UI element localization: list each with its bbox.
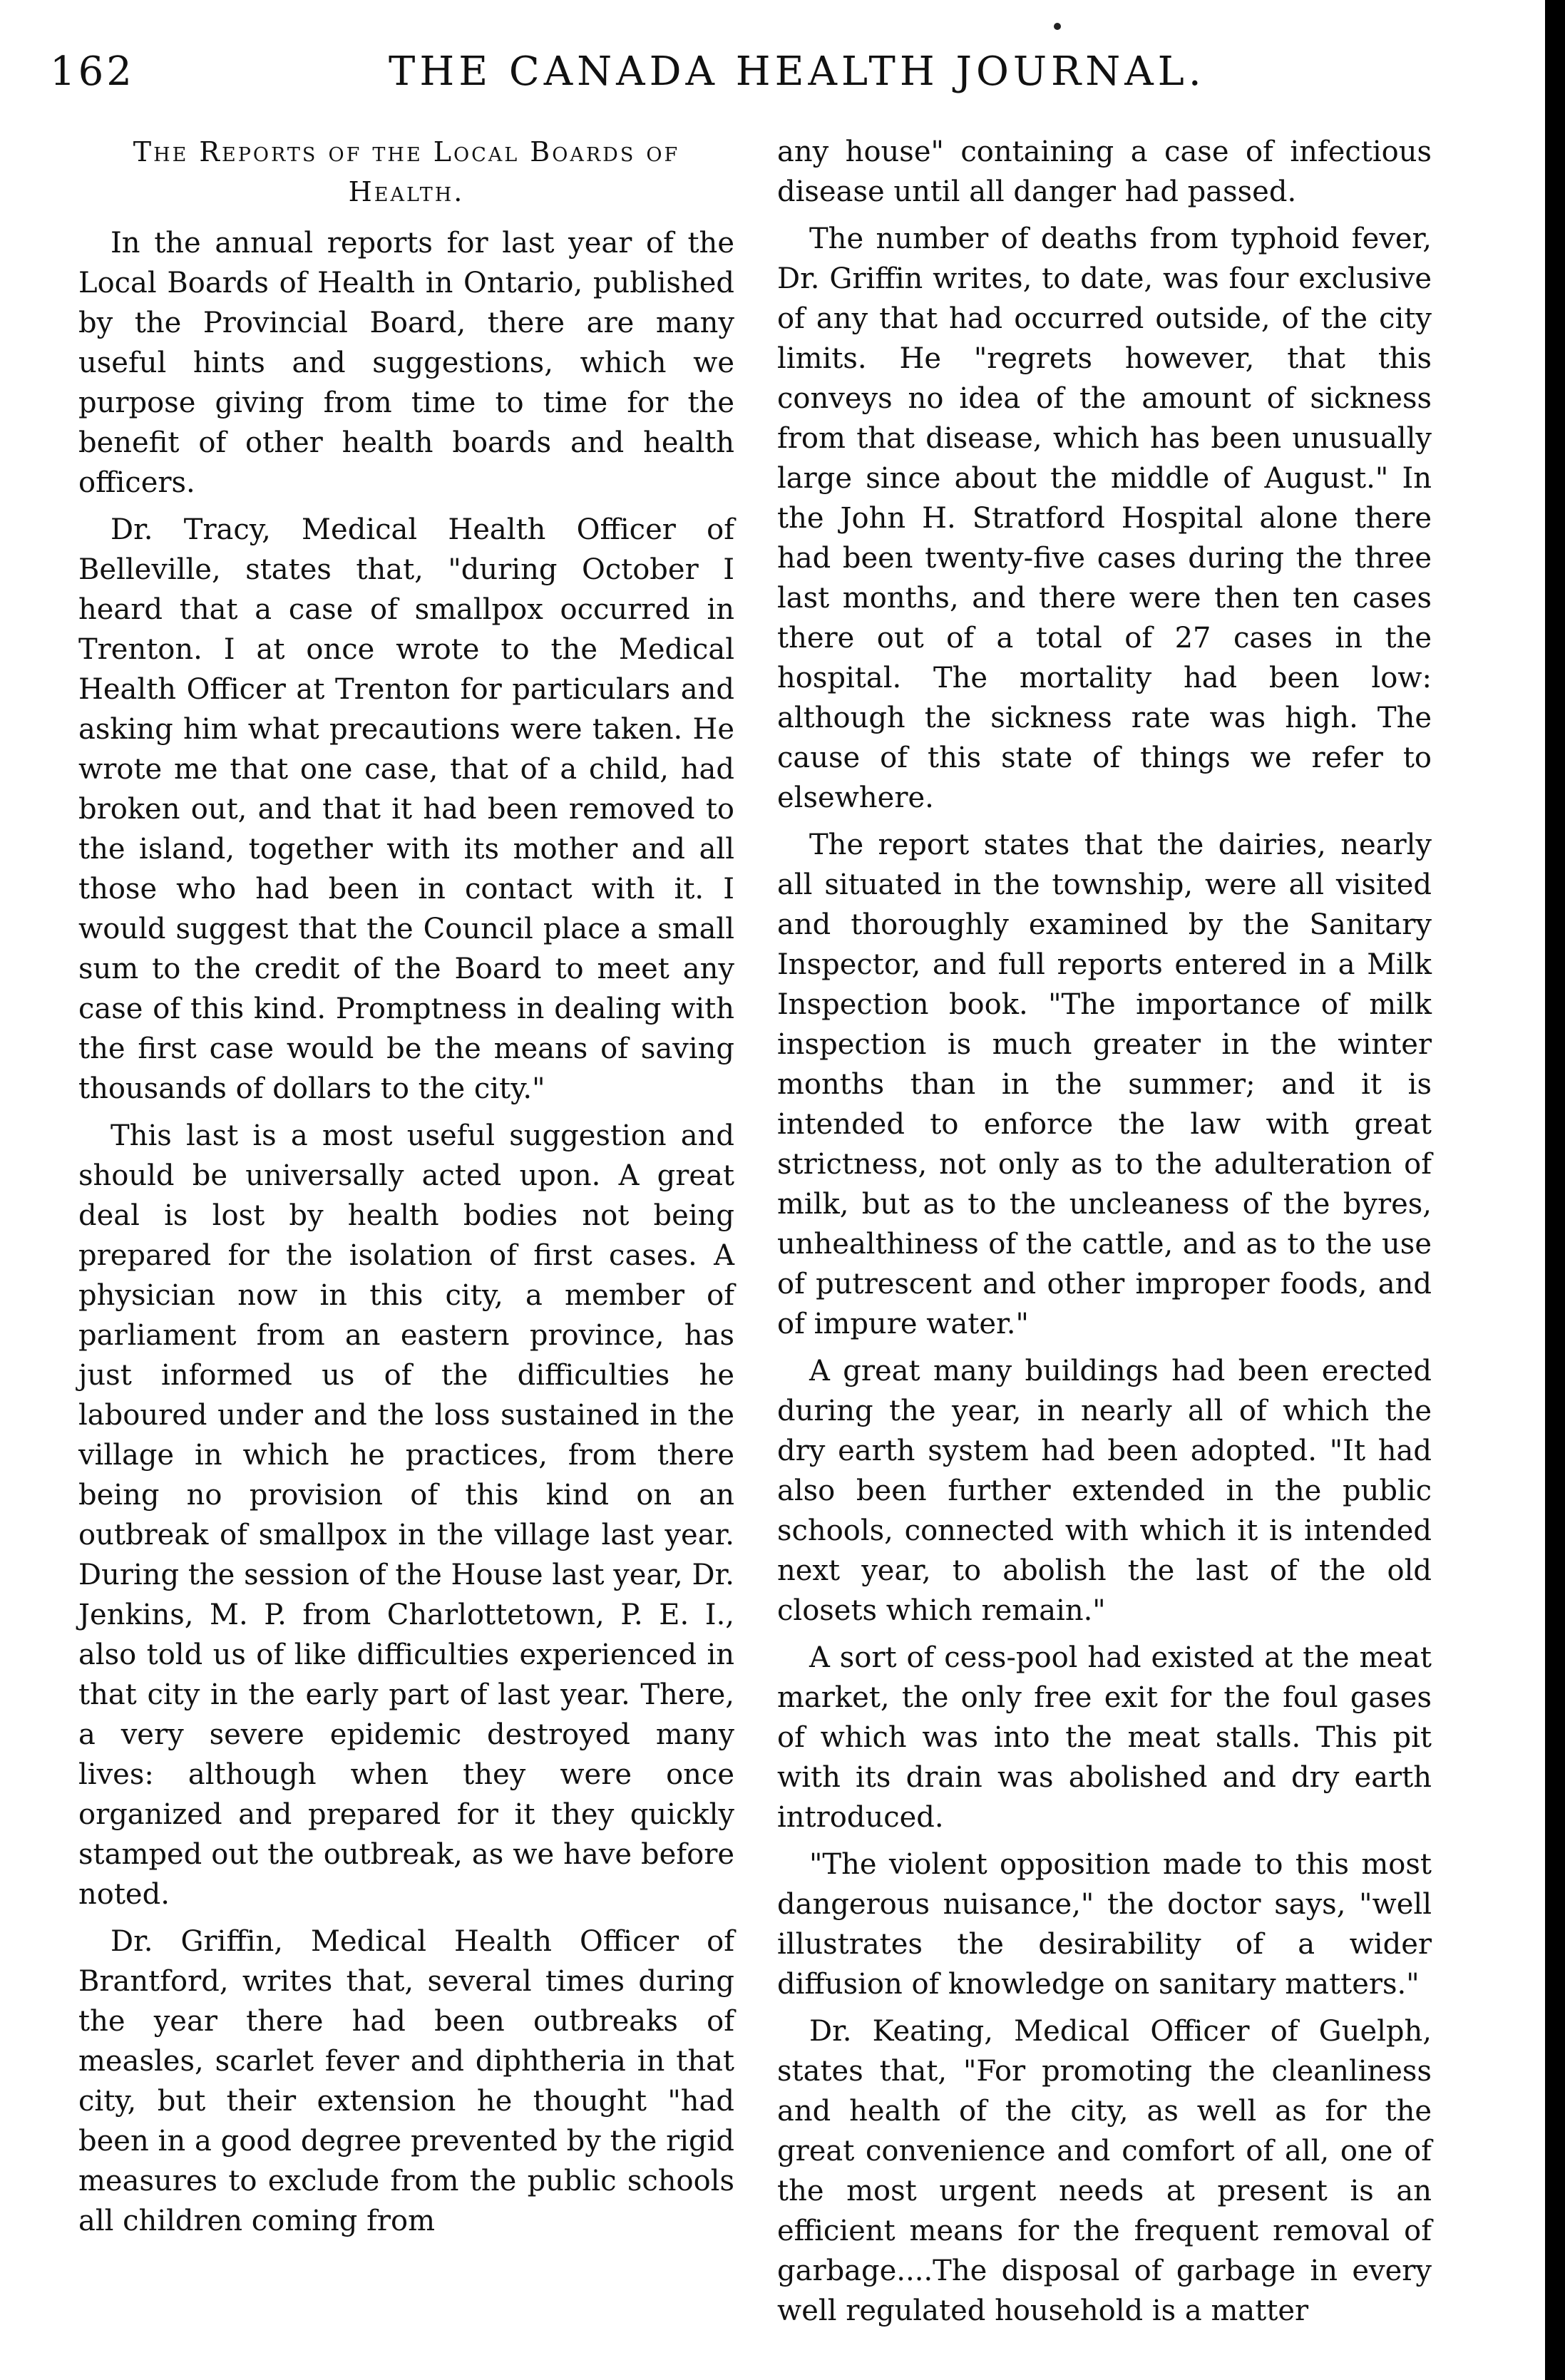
journal-title: THE CANADA HEALTH JOURNAL. xyxy=(389,48,1206,95)
paragraph: In the annual reports for last year of the Local Boards of Health in Ontario, published by the Provincial Board, there are many useful hints and suggestions, which we purpose giving from time to time for the benefit of other health boards and health officers. xyxy=(78,227,734,499)
page-edge-rule xyxy=(1545,0,1565,2380)
running-head xyxy=(50,48,1440,106)
paragraph: Dr. Tracy, Medical Health Officer of Belleville, states that, "during October I heard that a case of smallpox occurred in Trenton. I at once wrote to the Medical Health Officer at Trenton for particulars and asking him what precautions were taken. He wrote me that one case, that of a child, had broken out, and that it had been removed to the island, together with its mother and all those who had been in contact with it. I would suggest that the Council place a small sum to the credit of the Board to meet any case of this kind. Promptness in dealing with the first case would be the means of saving thousands of dollars to the city." xyxy=(78,513,734,1105)
ink-speck xyxy=(1054,23,1061,30)
paragraph: Dr. Griffin, Medical Health Officer of Brantford, writes that, several times during the year there had been outbreaks of measles, scarlet fever and diphtheria in that city, but their extension he thought "had been in a good degree prevented by the rigid measures to exclude from the public schools all children coming from xyxy=(78,1925,734,2237)
paragraph: The number of deaths from typhoid fever, Dr. Griffin writes, to date, was four exclusive of any that had occurred outside, of the city limits. He "regrets however, that this conveys no idea of the amount of sickness from that disease, which has been unusually large since about the middle of August." In the John H. Stratford Hospital alone there had been twenty-five cases during the three last months, and there were then ten cases there out of a total of 27 cases in the hospital. The mortality had been low: although the sickness rate was high. The cause of this state of things we refer to elsewhere. xyxy=(777,222,1432,814)
paragraph-continuation: any house" containing a case of infectious disease until all danger had passed. xyxy=(777,135,1432,208)
page-number: 162 xyxy=(50,48,135,95)
paragraph: A sort of cess-pool had existed at the meat market, the only free exit for the foul gases of which was into the meat stalls. This pit with its drain was abolished and dry earth introduced. xyxy=(777,1641,1432,1834)
article-title: The Reports of the Local Boards of Health. xyxy=(133,136,680,207)
paragraph: A great many buildings had been erected during the year, in nearly all of which the dry earth system had been adopted. "It had also been further extended in the public schools, connected with which it is intended next year, to abolish the last of the old closets which remain." xyxy=(777,1355,1432,1627)
right-column xyxy=(777,132,1432,2338)
paragraph: The report states that the dairies, nearly all situated in the township, were all visited and thoroughly examined by the Sanitary Inspector, and full reports entered in a Milk Inspection book. "The importance of milk inspection is much greater in the winter months than in the summer; and it is intended to enforce the law with great strictness, not only as to the adulteration of milk, but as to the uncleaness of the byres, unhealthiness of the cattle, and as to the use of putrescent and other improper foods, and of impure water." xyxy=(777,829,1432,1340)
left-column xyxy=(78,132,734,2248)
paragraph: This last is a most useful suggestion and should be universally acted upon. A great deal is lost by health bodies not being prepared for the isolation of first cases. A physician now in this city, a member of parliament from an eastern province, has just informed us of the difficulties he laboured under and the loss sustained in the village in which he practices, from there being no provision of this kind on an outbreak of smallpox in the village last year. During the session of the House last year, Dr. Jenkins, M. P. from Charlottetown, P. E. I., also told us of like difficulties experienced in that city in the early part of last year. There, a very severe epidemic destroyed many lives: although when they were once organized and prepared for it they quickly stamped out the outbreak, as we have before noted. xyxy=(78,1119,734,1911)
paragraph: Dr. Keating, Medical Officer of Guelph, states that, "For promoting the cleanliness and health of the city, as well as for the great convenience and comfort of all, one of the most urgent needs at present is an efficient means for the frequent removal of garbage....The disposal of garbage in every well regulated household is a matter xyxy=(777,2015,1432,2327)
paragraph: "The violent opposition made to this most dangerous nuisance," the doctor says, "well illustrates the desirability of a wider diffusion of knowledge on sanitary matters." xyxy=(777,1848,1432,2001)
